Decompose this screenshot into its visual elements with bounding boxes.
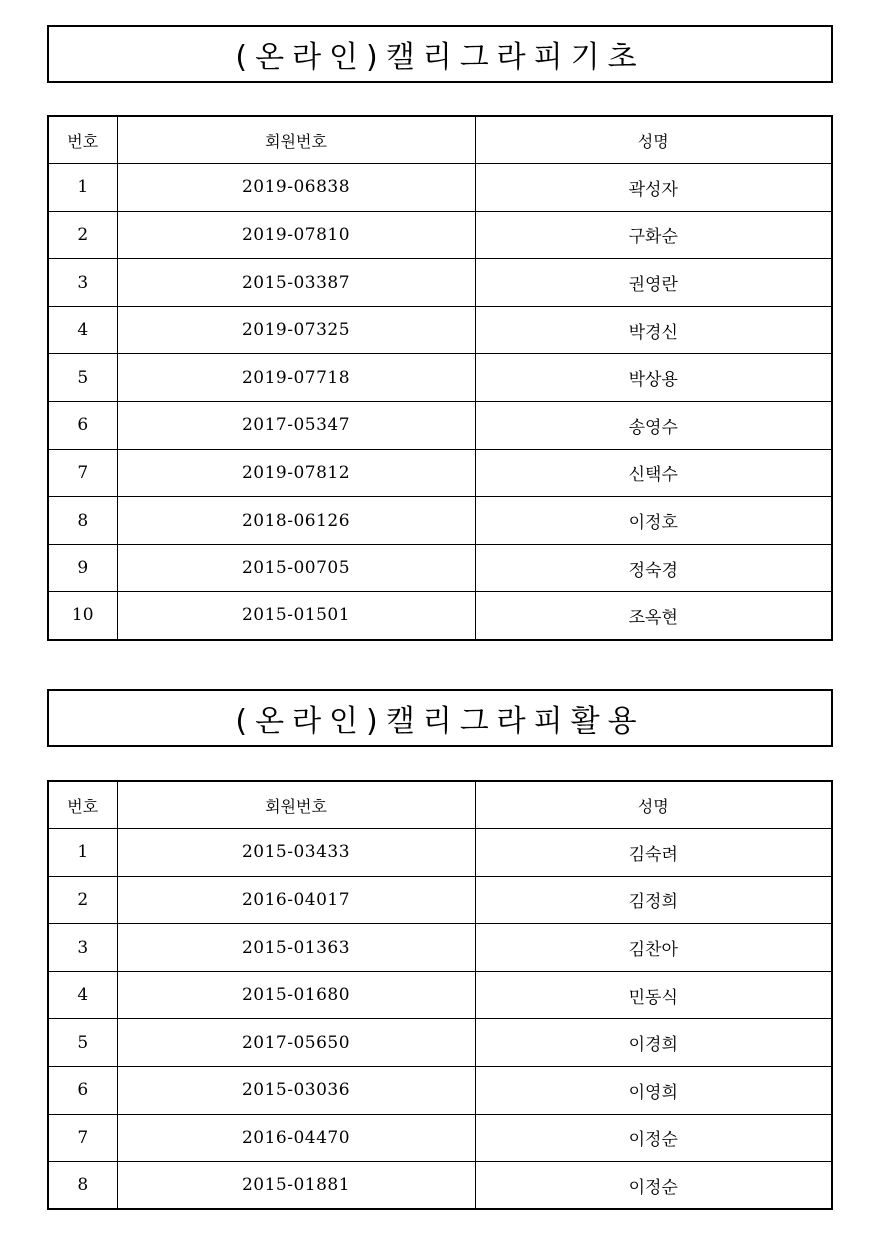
member-id: 2016-04470 <box>117 1114 475 1162</box>
member-name: 이정순 <box>475 1162 832 1210</box>
member-id: 2015-03433 <box>117 829 475 877</box>
member-name: 김정희 <box>475 876 832 924</box>
member-id: 2019-07810 <box>117 211 475 259</box>
row-number: 5 <box>48 354 117 402</box>
member-name: 박상용 <box>475 354 832 402</box>
member-id: 2019-06838 <box>117 164 475 212</box>
table-row <box>48 449 832 497</box>
member-name: 박경신 <box>475 306 832 354</box>
row-number: 7 <box>48 1114 117 1162</box>
row-number: 6 <box>48 402 117 450</box>
table-row <box>48 1067 832 1115</box>
member-name: 구화순 <box>475 211 832 259</box>
member-name: 곽성자 <box>475 164 832 212</box>
row-number: 5 <box>48 1019 117 1067</box>
section-title-basic: (온라인)캘리그라피기초 <box>47 25 833 83</box>
column-header-name: 성명 <box>475 116 832 164</box>
member-id: 2016-04017 <box>117 876 475 924</box>
table-header-row <box>48 781 832 829</box>
row-number: 2 <box>48 876 117 924</box>
member-id: 2015-01501 <box>117 592 475 640</box>
member-name: 이영희 <box>475 1067 832 1115</box>
table-row <box>48 829 832 877</box>
table-row <box>48 592 832 640</box>
table-row <box>48 402 832 450</box>
member-name: 이경희 <box>475 1019 832 1067</box>
member-id: 2018-06126 <box>117 497 475 545</box>
member-name: 정숙경 <box>475 544 832 592</box>
member-name: 권영란 <box>475 259 832 307</box>
member-id: 2015-03387 <box>117 259 475 307</box>
table-row <box>48 544 832 592</box>
table-row <box>48 306 832 354</box>
section-title-applied: (온라인)캘리그라피활용 <box>47 689 833 747</box>
row-number: 7 <box>48 449 117 497</box>
row-number: 8 <box>48 497 117 545</box>
member-id: 2015-03036 <box>117 1067 475 1115</box>
roster-table-basic <box>47 115 833 641</box>
table-row <box>48 971 832 1019</box>
table-header-row <box>48 116 832 164</box>
member-id: 2015-01363 <box>117 924 475 972</box>
row-number: 4 <box>48 306 117 354</box>
table-row <box>48 354 832 402</box>
table-row <box>48 164 832 212</box>
member-name: 신택수 <box>475 449 832 497</box>
member-name: 김숙려 <box>475 829 832 877</box>
member-id: 2017-05347 <box>117 402 475 450</box>
roster-table-applied <box>47 780 833 1210</box>
row-number: 10 <box>48 592 117 640</box>
member-name: 이정순 <box>475 1114 832 1162</box>
table-row <box>48 1162 832 1210</box>
column-header-no: 번호 <box>48 116 117 164</box>
row-number: 1 <box>48 164 117 212</box>
row-number: 9 <box>48 544 117 592</box>
member-id: 2015-00705 <box>117 544 475 592</box>
column-header-member-id: 회원번호 <box>117 116 475 164</box>
row-number: 2 <box>48 211 117 259</box>
row-number: 3 <box>48 259 117 307</box>
member-id: 2017-05650 <box>117 1019 475 1067</box>
table-row <box>48 1019 832 1067</box>
member-name: 김찬아 <box>475 924 832 972</box>
column-header-member-id: 회원번호 <box>117 781 475 829</box>
member-name: 송영수 <box>475 402 832 450</box>
row-number: 4 <box>48 971 117 1019</box>
table-row <box>48 1114 832 1162</box>
table-row <box>48 211 832 259</box>
table-row <box>48 876 832 924</box>
row-number: 8 <box>48 1162 117 1210</box>
member-id: 2015-01680 <box>117 971 475 1019</box>
column-header-no: 번호 <box>48 781 117 829</box>
table-row <box>48 924 832 972</box>
row-number: 1 <box>48 829 117 877</box>
column-header-name: 성명 <box>475 781 832 829</box>
member-name: 민동식 <box>475 971 832 1019</box>
member-id: 2019-07718 <box>117 354 475 402</box>
member-id: 2019-07812 <box>117 449 475 497</box>
table-row <box>48 259 832 307</box>
row-number: 6 <box>48 1067 117 1115</box>
member-name: 조옥현 <box>475 592 832 640</box>
member-name: 이정호 <box>475 497 832 545</box>
member-id: 2015-01881 <box>117 1162 475 1210</box>
table-row <box>48 497 832 545</box>
row-number: 3 <box>48 924 117 972</box>
member-id: 2019-07325 <box>117 306 475 354</box>
